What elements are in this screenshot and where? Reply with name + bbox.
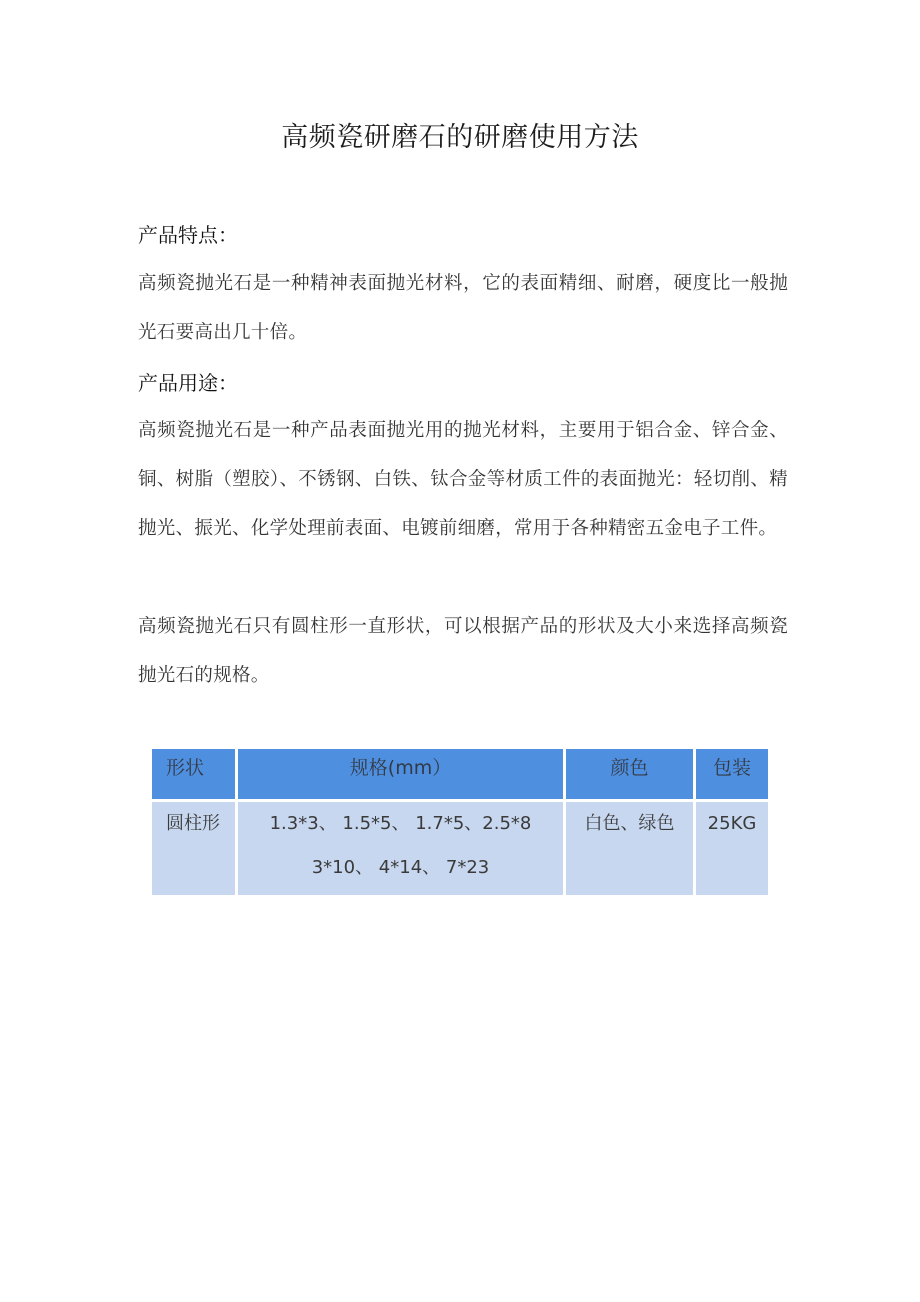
cell-shape: 圆柱形	[152, 802, 238, 895]
features-paragraph: 高频瓷抛光石是一种精神表面抛光材料，它的表面精细、耐磨，硬度比一般抛光石要高出几十倍。	[138, 273, 788, 343]
cell-spec-line-1: 1.3*3、 1.5*5、 1.7*5、2.5*8	[269, 813, 532, 834]
header-color: 颜色	[566, 749, 696, 802]
header-package: 包装	[696, 749, 768, 802]
header-spec: 规格(mm）	[238, 749, 566, 802]
spec-table-header-row	[152, 749, 768, 802]
uses-heading: 产品用途：	[138, 371, 238, 395]
cell-spec-line-2: 3*10、 4*14、 7*23	[311, 857, 490, 878]
cell-spec	[238, 802, 566, 895]
uses-paragraph-2: 高频瓷抛光石只有圆柱形一直形状，可以根据产品的形状及大小来选择高频瓷抛光石的规格。	[138, 616, 788, 686]
cell-color: 白色、绿色	[566, 802, 696, 895]
document-title: 高频瓷研磨石的研磨使用方法	[281, 122, 639, 153]
uses-paragraph-1: 高频瓷抛光石是一种产品表面抛光用的抛光材料，主要用于铝合金、锌合金、铜、树脂（塑胶）、不锈钢、白铁、钛合金等材质工件的表面抛光：轻切削、精抛光、振光、化学处理前表面、电镀前细磨，常用于各种精密五金电子工件。	[138, 420, 788, 539]
table-row	[152, 802, 768, 895]
cell-package: 25KG	[696, 802, 768, 895]
features-heading: 产品特点：	[138, 223, 238, 247]
header-shape: 形状	[152, 749, 238, 802]
spec-table	[152, 749, 768, 895]
